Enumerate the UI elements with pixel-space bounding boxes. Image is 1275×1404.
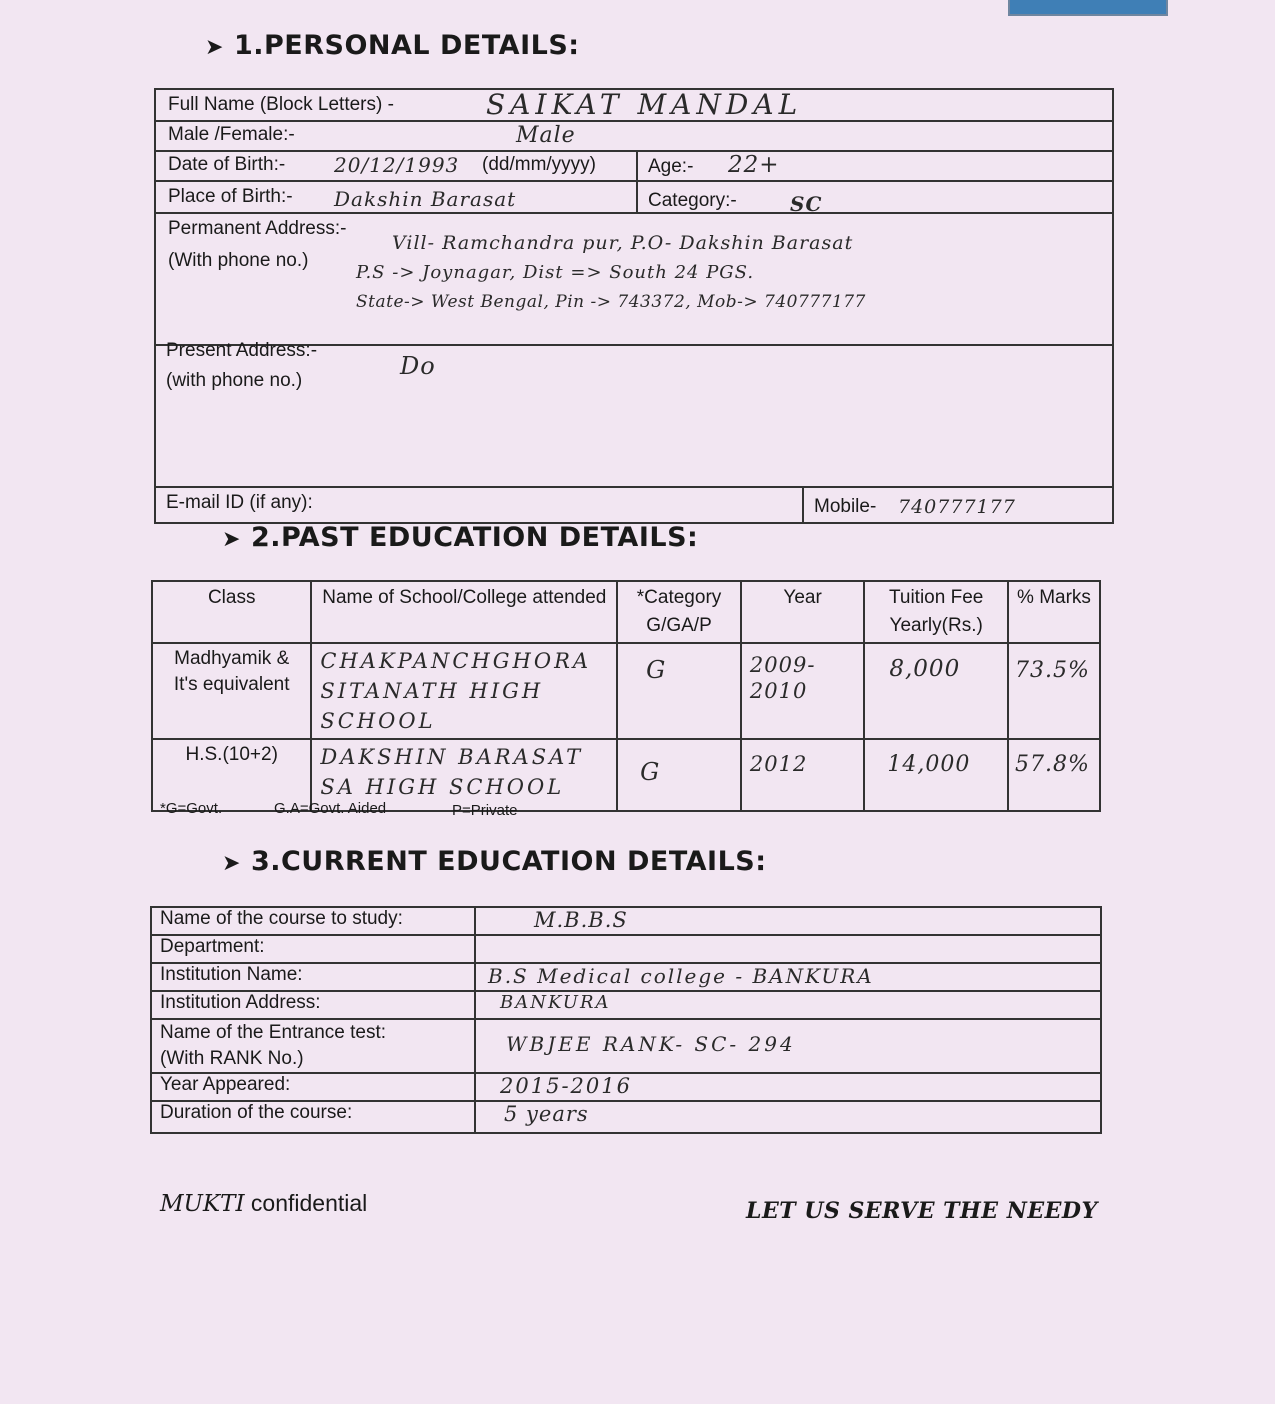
institution-name-value: B.S Medical college - BANKURA (475, 963, 1101, 991)
institution-address-label: Institution Address: (151, 991, 475, 1019)
pob-label: Place of Birth:- (168, 186, 293, 207)
cell-class: Madhyamik & It's equivalent (152, 643, 311, 739)
cell-year: 2012 (741, 739, 864, 811)
footer-confidential (160, 1190, 367, 1217)
row-present-address (156, 344, 1112, 488)
perm-address-label: Permanent Address:- (168, 218, 347, 239)
section-title-current: ➤ 3.CURRENT EDUCATION DETAILS: (222, 846, 767, 877)
category-label: Category:- (648, 190, 737, 211)
header-year: Year (741, 581, 864, 643)
footer-motto: LET US SERVE THE NEEDY (746, 1198, 1098, 1224)
header-class: Class (152, 581, 311, 643)
present-address-label: Present Address:- (166, 340, 318, 361)
mobile-value: 740777177 (898, 496, 1016, 518)
header-marks: % Marks (1008, 581, 1100, 643)
full-name-label: Full Name (Block Letters) - (168, 94, 394, 115)
section-title-past: ➤ 2.PAST EDUCATION DETAILS: (222, 522, 699, 553)
table-row (151, 963, 1101, 991)
age-value: 22+ (728, 152, 780, 178)
gender-label: Male /Female:- (168, 124, 295, 145)
pob-value: Dakshin Barasat (334, 187, 517, 211)
email-label: E-mail ID (if any): (166, 492, 313, 513)
department-value (475, 935, 1101, 963)
perm-address-sub: (With phone no.) (168, 250, 309, 271)
gender-value: Male (516, 123, 576, 148)
dob-label: Date of Birth:- (168, 154, 286, 175)
header-fee: Tuition Fee Yearly(Rs.) (864, 581, 1008, 643)
entrance-test-label: Name of the Entrance test: (With RANK No.) (151, 1019, 475, 1073)
footer-brand-suffix: confidential (244, 1190, 368, 1216)
category-value: SC (790, 192, 823, 216)
past-education-header-row (152, 581, 1100, 643)
divider-age (636, 150, 638, 212)
age-label: Age:- (648, 156, 694, 177)
mobile-label: Mobile- (814, 496, 877, 517)
dob-value: 20/12/1993 (334, 153, 460, 177)
cell-fee: 8,000 (864, 643, 1008, 739)
cell-fee: 14,000 (864, 739, 1008, 811)
duration-label: Duration of the course: (151, 1101, 475, 1133)
photo-edge (1008, 0, 1168, 16)
divider-mobile (802, 486, 804, 524)
current-education-table (150, 906, 1102, 1134)
table-row (151, 907, 1101, 935)
perm-address-line3: State-> West Bengal, Pin -> 743372, Mob-> 740777177 (356, 292, 866, 312)
entrance-test-value: WBJEE RANK- SC- 294 (475, 1019, 1101, 1073)
course-label: Name of the course to study: (151, 907, 475, 935)
table-row (151, 1019, 1101, 1073)
year-appeared-value: 2015-2016 (475, 1073, 1101, 1101)
cell-category: G (617, 739, 741, 811)
table-row (152, 643, 1100, 739)
row-dob (156, 150, 1112, 182)
cell-school: DAKSHIN BARASAT SA HIGH SCHOOL (311, 739, 617, 811)
cell-category: G (617, 643, 741, 739)
note-govt-aided: G.A=Govt. Aided (274, 800, 387, 817)
cell-class: H.S.(10+2) (152, 739, 311, 811)
table-row (151, 1101, 1101, 1133)
note-private: P=Private (452, 802, 518, 819)
note-govt: *G=Govt. (160, 800, 223, 817)
cell-marks: 73.5% (1008, 643, 1100, 739)
row-pob (156, 180, 1112, 214)
cell-year: 2009-2010 (741, 643, 864, 739)
table-row (151, 935, 1101, 963)
footer-brand: MUKTI (160, 1191, 245, 1217)
past-education-table (151, 580, 1101, 812)
course-value: M.B.B.S (475, 907, 1101, 935)
personal-details-box (154, 88, 1114, 524)
institution-address-value: BANKURA (475, 991, 1101, 1019)
table-row (151, 1073, 1101, 1101)
present-address-sub: (with phone no.) (166, 370, 303, 391)
row-gender (156, 120, 1112, 152)
dob-format: (dd/mm/yyyy) (482, 154, 596, 175)
full-name-value: SAIKAT MANDAL (486, 88, 803, 121)
header-category: *Category G/GA/P (617, 581, 741, 643)
year-appeared-label: Year Appeared: (151, 1073, 475, 1101)
institution-name-label: Institution Name: (151, 963, 475, 991)
present-address-value: Do (400, 352, 436, 380)
perm-address-line2: P.S -> Joynagar, Dist => South 24 PGS. (356, 262, 755, 283)
department-label: Department: (151, 935, 475, 963)
cell-marks: 57.8% (1008, 739, 1100, 811)
section-title-personal: ➤ 1.PERSONAL DETAILS: (205, 30, 580, 61)
table-row (151, 991, 1101, 1019)
header-school: Name of School/College attended (311, 581, 617, 643)
duration-value: 5 years (475, 1101, 1101, 1133)
cell-school: CHAKPANCHGHORA SITANATH HIGH SCHOOL (311, 643, 617, 739)
perm-address-line1: Vill- Ramchandra pur, P.O- Dakshin Barasat (392, 232, 854, 254)
